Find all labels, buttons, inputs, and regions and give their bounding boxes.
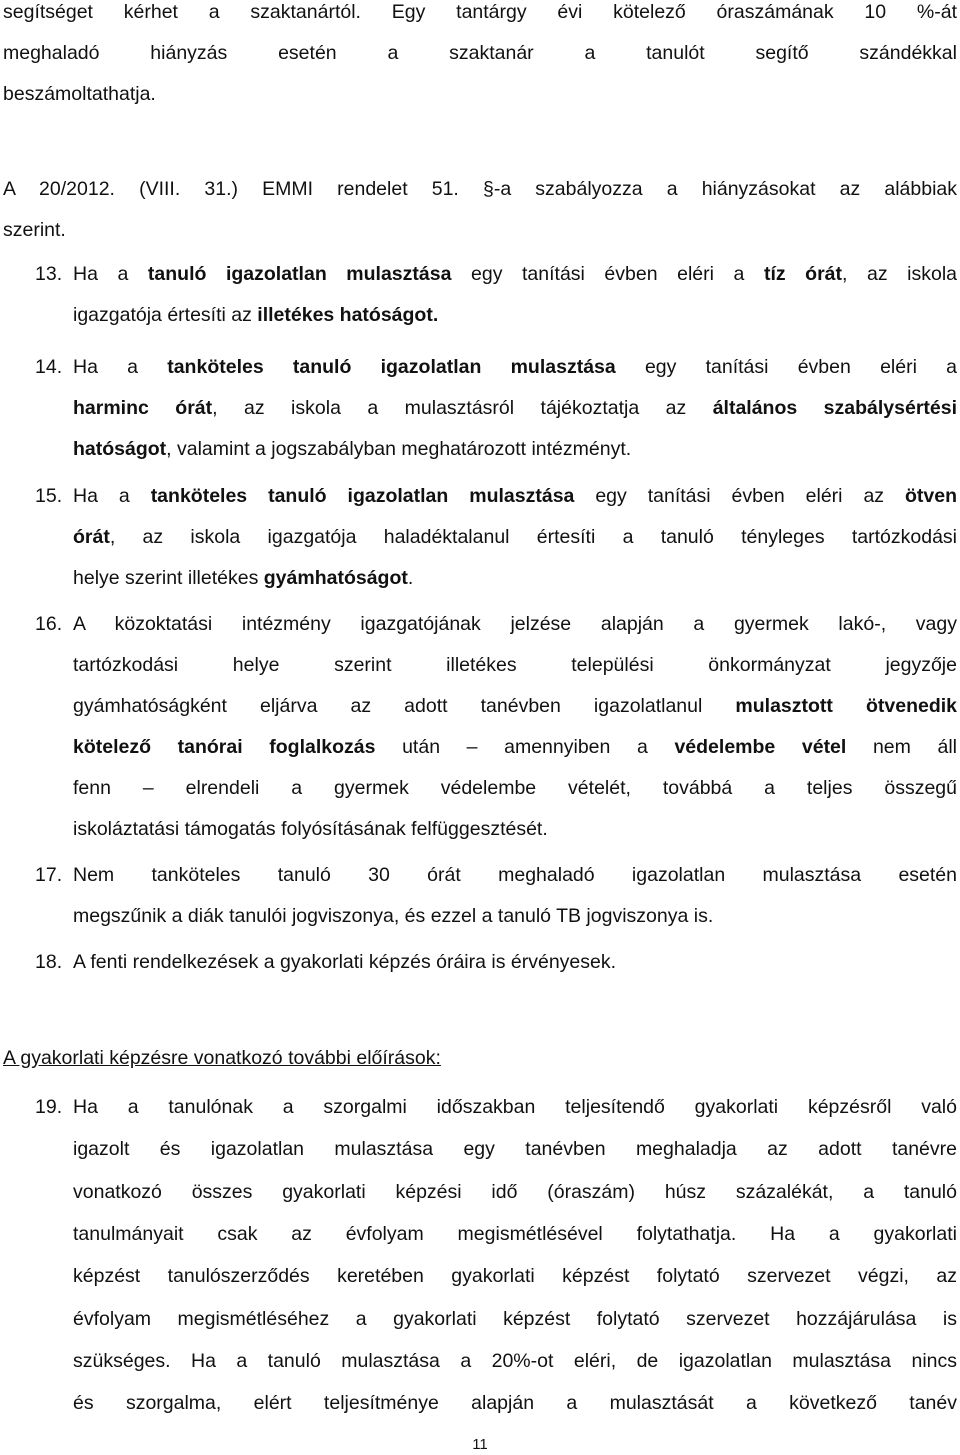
list-item-line: évfolyam megismétléséhez a gyakorlati képzést folytató szervezet hozzájárulása is xyxy=(73,1307,957,1330)
list-item-line: igazgatója értesíti az illetékes hatóságot. xyxy=(73,304,439,326)
list-item-line: megszűnik a diák tanulói jogviszonya, és ezzel a tanuló TB jogviszonya is. xyxy=(73,905,714,927)
list-item-line: kötelező tanórai foglalkozás után – amennyiben a védelembe vétel nem áll xyxy=(73,736,958,758)
rule-line-1: A 20/2012. (VIII. 31.) EMMI rendelet 51. §-a szabályozza a hiányzásokat az alábbiak xyxy=(3,178,957,200)
list-item-line: A fenti rendelkezések a gyakorlati képzés óráira is érvényesek. xyxy=(73,951,617,973)
list-item-line: helye szerint illetékes gyámhatóságot. xyxy=(73,567,414,589)
list-item-line: harminc órát, az iskola a mulasztásról tájékoztatja az általános szabálysértési xyxy=(73,397,958,419)
list-item-line: vonatkozó összes gyakorlati képzési idő (óraszám) húsz százalékát, a tanuló xyxy=(73,1180,957,1203)
list-item-line: tanulmányait csak az évfolyam megismétlésével folytathatja. Ha a gyakorlati xyxy=(73,1222,957,1245)
list-item-line: gyámhatóságként eljárva az adott tanévben igazolatlanul mulasztott ötvenedik xyxy=(73,695,957,717)
intro-line-1: segítséget kérhet a szaktanártól. Egy tantárgy évi kötelező óraszámának 10 %-át xyxy=(3,1,957,23)
intro-line-2: meghaladó hiányzás esetén a szaktanár a tanulót segítő szándékkal xyxy=(3,42,957,64)
list-item-line: fenn – elrendeli a gyermek védelembe vételét, továbbá a teljes összegű xyxy=(73,777,957,799)
section-heading: A gyakorlati képzésre vonatkozó további előírások: xyxy=(3,1047,441,1069)
list-item-number: 17. xyxy=(35,864,63,886)
list-item-number: 15. xyxy=(35,485,63,507)
list-item-line: A közoktatási intézmény igazgatójának jelzése alapján a gyermek lakó-, vagy xyxy=(73,613,957,635)
list-item-number: 16. xyxy=(35,613,63,635)
list-item-line: Ha a tanulónak a szorgalmi időszakban teljesítendő gyakorlati képzésről való xyxy=(73,1096,957,1118)
list-item-line: Ha a tanköteles tanuló igazolatlan mulasztása egy tanítási évben eléri a xyxy=(73,356,957,378)
list-item-line: órát, az iskola igazgatója haladéktalanul értesíti a tanuló tényleges tartózkodási xyxy=(73,526,957,548)
list-item-line: igazolt és igazolatlan mulasztása egy tanévben meghaladja az adott tanévre xyxy=(73,1138,957,1161)
intro-line-3: beszámoltathatja. xyxy=(3,83,156,105)
list-item-line: tartózkodási helye szerint illetékes települési önkormányzat jegyzője xyxy=(73,654,957,676)
list-item-line: szükséges. Ha a tanuló mulasztása a 20%-ot eléri, de igazolatlan mulasztása nincs xyxy=(73,1349,957,1372)
list-item-line: képzést tanulószerződés keretében gyakorlati képzést folytató szervezet végzi, az xyxy=(73,1265,957,1288)
list-item-number: 19. xyxy=(35,1096,63,1118)
list-item-line: Ha a tanköteles tanuló igazolatlan mulasztása egy tanítási évben eléri az ötven xyxy=(73,485,958,507)
list-item-number: 18. xyxy=(35,951,63,973)
list-item-line: Nem tanköteles tanuló 30 órát meghaladó igazolatlan mulasztása esetén xyxy=(73,864,957,886)
list-item-line: hatóságot, valamint a jogszabályban meghatározott intézményt. xyxy=(73,438,632,460)
list-item-number: 14. xyxy=(35,356,63,378)
rule-line-2: szerint. xyxy=(3,219,66,241)
list-item-line: iskoláztatási támogatás folyósításának felfüggesztését. xyxy=(73,818,548,840)
list-item-line: Ha a tanuló igazolatlan mulasztása egy tanítási évben eléri a tíz órát, az iskola xyxy=(73,263,958,285)
list-item-number: 13. xyxy=(35,263,63,285)
list-item-line: és szorgalma, elért teljesítménye alapján a mulasztását a következő tanév xyxy=(73,1392,957,1415)
page-number: 11 xyxy=(472,1436,488,1453)
